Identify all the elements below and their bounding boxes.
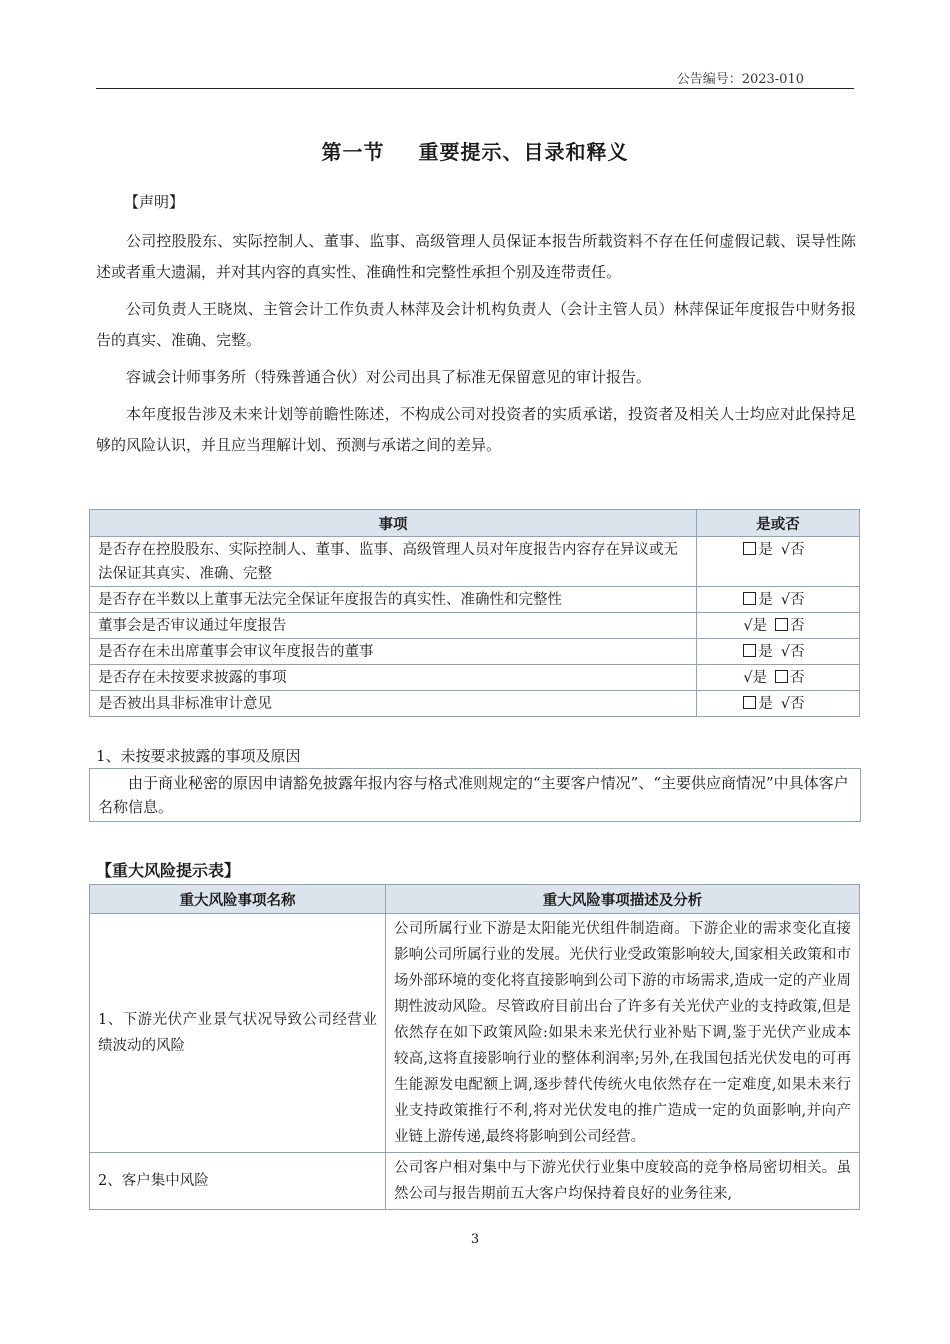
matters-table <box>89 509 860 717</box>
matters-answer <box>697 665 860 691</box>
checkbox-empty-icon <box>775 618 788 631</box>
option-no <box>781 696 805 712</box>
option-yes <box>743 670 767 686</box>
option-yes <box>743 644 773 660</box>
option-no <box>781 644 805 660</box>
checkbox-empty-icon <box>743 592 756 605</box>
section-number: 第一节 <box>321 140 385 164</box>
option-label: 是 <box>758 592 773 608</box>
risk-header-name: 重大风险事项名称 <box>90 885 386 914</box>
matters-row <box>90 613 860 639</box>
option-label: 是 <box>758 644 773 660</box>
option-no <box>775 670 805 686</box>
option-label: 否 <box>790 670 805 686</box>
checkbox-empty-icon <box>743 542 756 555</box>
risk-name: 1、下游光伏产业景气状况导致公司经营业绩波动的风险 <box>90 914 386 1153</box>
option-yes <box>743 542 773 558</box>
announcement-code: 公告编号：2023-010 <box>676 72 804 87</box>
matters-row <box>90 691 860 717</box>
section-title <box>0 136 950 165</box>
option-yes <box>743 618 767 634</box>
check-mark-icon: √ <box>743 670 753 686</box>
option-label: 是 <box>752 618 768 634</box>
risk-row <box>90 1153 860 1210</box>
option-label: 否 <box>790 618 805 634</box>
option-no <box>781 592 805 608</box>
option-no <box>775 618 805 634</box>
option-label: 是 <box>758 542 773 558</box>
risk-desc: 公司客户相对集中与下游光伏行业集中度较高的竞争格局密切相关。虽然公司与报告期前五大客户均保持着良好的业务往来, <box>386 1153 860 1210</box>
undisclosed-reason-text: 由于商业秘密的原因申请豁免披露年报内容与格式准则规定的“主要客户情况”、“主要供应商情况”中具体客户名称信息。 <box>98 774 849 816</box>
section-heading: 重要提示、目录和释义 <box>418 140 629 164</box>
checkbox-empty-icon <box>775 670 788 683</box>
matters-header-answer: 是或否 <box>697 510 860 537</box>
risk-desc: 公司所属行业下游是太阳能光伏组件制造商。下游企业的需求变化直接影响公司所属行业的发展。光伏行业受政策影响较大,国家相关政策和市场外部环境的变化将直接影响到公司下游的市场需求,造成一定的产业周期性波动风险。尽管政府目前出台了许多有关光伏产业的支持政策,但是依然存在如下政策风险:如果未来光伏行业补贴下调,鉴于光伏产业成本较高,这将直接影响行业的整体利润率;另外,在我国包括光伏发电的可再生能源发电配额上调,逐步替代传统火电依然存在一定难度,如果未来行业支持政策推行不利,将对光伏发电的推广造成一定的负面影响,并向产业链上游传递,最终将影响到公司经营。 <box>386 914 860 1153</box>
page-number: 3 <box>470 1232 480 1247</box>
option-label: 否 <box>790 542 805 558</box>
risk-table-label: 【重大风险提示表】 <box>96 861 241 880</box>
option-label: 否 <box>790 592 805 608</box>
check-mark-icon: √ <box>780 592 791 608</box>
check-mark-icon: √ <box>780 644 791 660</box>
matters-answer <box>697 613 860 639</box>
checkbox-empty-icon <box>743 696 756 709</box>
undisclosed-reason-box <box>89 768 861 822</box>
option-label: 是 <box>752 670 768 686</box>
risk-row <box>90 914 860 1153</box>
matters-row <box>90 665 860 691</box>
option-yes <box>743 696 773 712</box>
risk-name: 2、客户集中风险 <box>90 1153 386 1210</box>
check-mark-icon: √ <box>743 618 753 634</box>
option-yes <box>743 592 773 608</box>
matters-row <box>90 537 860 587</box>
checkbox-empty-icon <box>743 644 756 657</box>
statement-paragraph: 容诚会计师事务所（特殊普通合伙）对公司出具了标准无保留意见的审计报告。 <box>126 368 652 386</box>
matters-row <box>90 587 860 613</box>
matters-item: 是否存在未按要求披露的事项 <box>90 665 697 691</box>
matters-item: 董事会是否审议通过年度报告 <box>90 613 697 639</box>
option-label: 否 <box>790 696 805 712</box>
option-no <box>781 542 805 558</box>
header-divider <box>96 88 854 89</box>
risk-table <box>89 884 860 1210</box>
option-label: 是 <box>758 696 773 712</box>
matters-item: 是否存在半数以上董事无法完全保证年度报告的真实性、准确性和完整性 <box>90 587 697 613</box>
matters-item: 是否存在控股股东、实际控制人、董事、监事、高级管理人员对年度报告内容存在异议或无法保证其真实、准确、完整 <box>90 537 697 587</box>
statement-paragraph: 公司负责人王晓岚、主管会计工作负责人林萍及会计机构负责人（会计主管人员）林萍保证年度报告中财务报告的真实、准确、完整。 <box>96 300 856 349</box>
check-mark-icon: √ <box>780 696 791 712</box>
statement-label: 【声明】 <box>124 193 185 211</box>
undisclosed-label: 1、未按要求披露的事项及原因 <box>96 747 301 765</box>
option-label: 否 <box>790 644 805 660</box>
matters-answer <box>697 639 860 665</box>
matters-header-item: 事项 <box>90 510 697 537</box>
risk-header-desc: 重大风险事项描述及分析 <box>386 885 860 914</box>
matters-item: 是否存在未出席董事会审议年度报告的董事 <box>90 639 697 665</box>
matters-answer <box>697 691 860 717</box>
matters-row <box>90 639 860 665</box>
statement-body <box>96 226 856 467</box>
matters-item: 是否被出具非标准审计意见 <box>90 691 697 717</box>
statement-paragraph: 本年度报告涉及未来计划等前瞻性陈述，不构成公司对投资者的实质承诺，投资者及相关人士均应对此保持足够的风险认识，并且应当理解计划、预测与承诺之间的差异。 <box>96 405 856 454</box>
check-mark-icon: √ <box>780 542 791 558</box>
matters-answer <box>697 537 860 587</box>
statement-paragraph: 公司控股股东、实际控制人、董事、监事、高级管理人员保证本报告所载资料不存在任何虚假记载、误导性陈述或者重大遗漏，并对其内容的真实性、准确性和完整性承担个别及连带责任。 <box>96 232 856 281</box>
matters-answer <box>697 587 860 613</box>
